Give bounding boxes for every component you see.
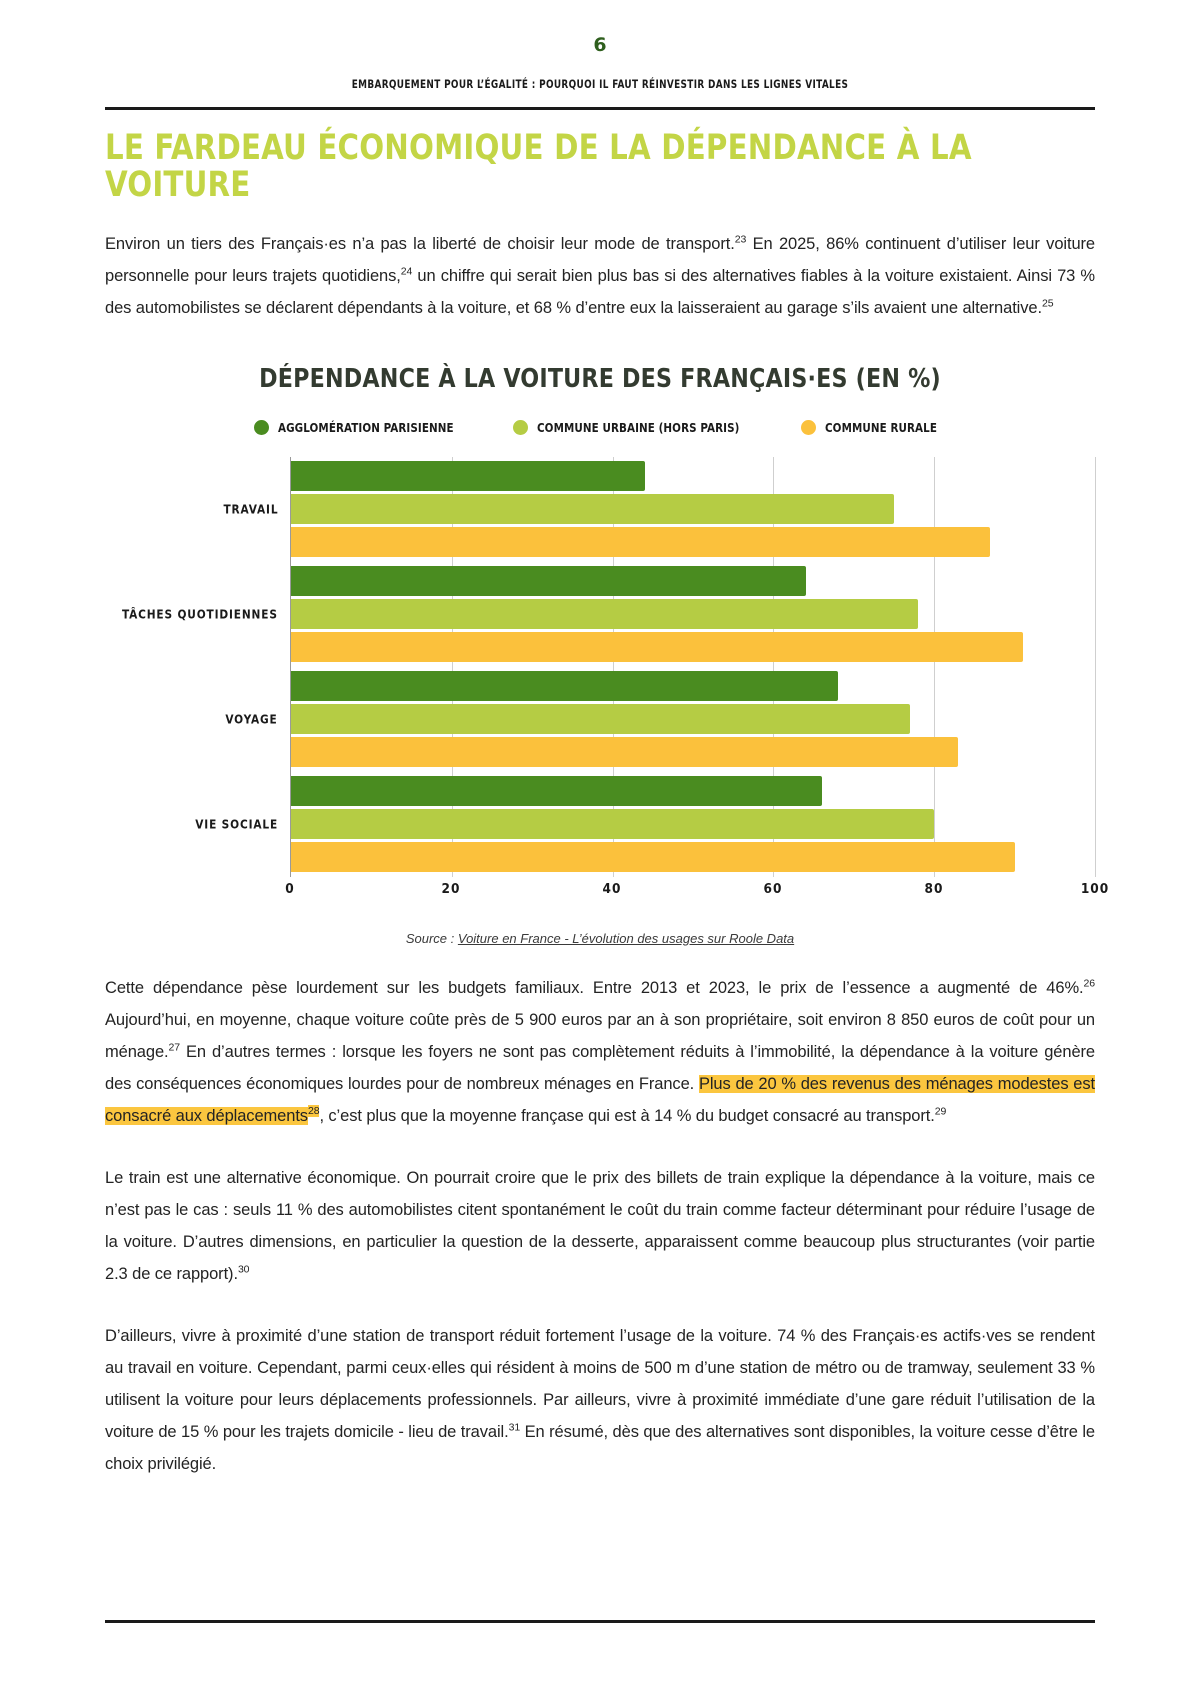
chart-bar — [291, 809, 934, 839]
footer-divider — [105, 1620, 1095, 1623]
footnote-ref-28: 28 — [307, 1105, 320, 1117]
footnote-ref-23: 23 — [734, 233, 747, 245]
chart-bar — [291, 704, 910, 734]
paragraph-budget — [105, 972, 1095, 1132]
highlighted-statement: Plus de 20 % des revenus des ménages modestes est consacré aux déplacements — [105, 1074, 1095, 1125]
chart-plot-area — [105, 457, 1095, 877]
chart-bar — [291, 599, 918, 629]
p1-text-a: Environ un tiers des Français·es n’a pas la liberté de choisir leur mode de transport. — [105, 234, 735, 253]
footnote-ref-26: 26 — [1083, 977, 1095, 989]
chart-bar — [291, 737, 958, 767]
chart-title: DÉPENDANCE À LA VOITURE DES FRANÇAIS·ES (EN %) — [259, 363, 941, 394]
chart-category-label: VOYAGE — [225, 711, 278, 727]
chart-gridline — [934, 457, 935, 877]
chart-bar — [291, 461, 645, 491]
p3-text-a: Le train est une alternative économique. On pourrait croire que le prix des billets de train explique la dépendance à la voiture, mais ce n’est pas le cas : seuls 11 % des automobilistes citent spontanément le coût du train comme facteur déterminant pour réduire l’usage de la voiture. D’autres dimensions, en particulier la question de la desserte, apparaissent comme beaucoup plus structurantes (voir partie 2.3 de ce rapport). — [105, 1168, 1095, 1283]
header-divider — [105, 107, 1095, 110]
chart-figure — [105, 363, 1110, 946]
footnote-ref-31: 31 — [508, 1421, 521, 1433]
page-number: 6 — [593, 34, 607, 56]
chart-source-caption — [105, 931, 1095, 946]
legend-label: COMMUNE RURALE — [824, 419, 937, 435]
legend-item-commune-urbaine[interactable] — [513, 420, 757, 435]
legend-swatch-icon — [513, 420, 528, 435]
chart-x-tick-label: 100 — [1080, 880, 1110, 897]
chart-category-label: VIE SOCIALE — [195, 816, 278, 832]
legend-label: COMMUNE URBAINE (HORS PARIS) — [536, 419, 740, 435]
body-paragraph-block — [105, 972, 1095, 1480]
chart-x-tick-label: 40 — [602, 880, 622, 897]
legend-item-agglomeration-parisienne[interactable] — [254, 420, 469, 435]
footnote-ref-27: 27 — [168, 1041, 180, 1053]
paragraph-train — [105, 1162, 1095, 1290]
p1-text-c: un chiffre qui serait bien plus bas si des alternatives fiables à la voiture existaient. Ainsi 73 % des automobilistes se déclarent dépendants à la voiture, et 68 % d’entre eux la laisseraient au garage s’ils avaient une alternative. — [105, 266, 1095, 317]
chart-bar — [291, 527, 990, 557]
chart-bars-canvas — [290, 457, 1095, 877]
legend-item-commune-rurale[interactable] — [801, 420, 947, 435]
chart-bar — [291, 494, 894, 524]
p2-text-c: En d’autres termes : lorsque les foyers ne sont pas complètement réduits à l’immobilité, la dépendance à la voiture génère des conséquences économiques lourdes pour de nombreux ménages en France. — [105, 1042, 1095, 1093]
chart-x-tick-label: 80 — [924, 880, 944, 897]
paragraph-proximity — [105, 1320, 1095, 1480]
legend-swatch-icon — [254, 420, 269, 435]
chart-gridline — [1095, 457, 1096, 877]
chart-category-label: TRAVAIL — [223, 501, 278, 517]
legend-label: AGGLOMÉRATION PARISIENNE — [277, 419, 454, 435]
chart-x-tick-label: 60 — [763, 880, 783, 897]
chart-legend — [105, 420, 1095, 435]
legend-swatch-icon — [801, 420, 816, 435]
source-prefix: Source : — [405, 930, 458, 946]
p2-text-a: Cette dépendance pèse lourdement sur les budgets familiaux. Entre 2013 et 2023, le prix de l’essence a augmenté de 46%. — [105, 978, 1084, 997]
footnote-ref-25: 25 — [1041, 297, 1054, 309]
chart-x-tick-label: 0 — [285, 880, 295, 897]
p1-text-b: En 2025, 86% continuent d’utiliser leur voiture personnelle pour leurs trajets quotidiens, — [105, 234, 1095, 285]
intro-paragraph-block — [105, 228, 1095, 324]
chart-x-axis — [285, 877, 1110, 907]
page-title: LE FARDEAU ÉCONOMIQUE DE LA DÉPENDANCE À LA VOITURE — [105, 128, 972, 205]
chart-category-label: TÂCHES QUOTIDIENNES — [122, 606, 278, 622]
source-link[interactable]: Voiture en France - L’évolution des usages sur Roole Data — [457, 930, 795, 946]
chart-bar — [291, 842, 1015, 872]
paragraph-intro — [105, 228, 1095, 324]
chart-category-axis — [105, 457, 290, 877]
p4-text-b: En résumé, dès que des alternatives sont disponibles, la voiture cesse d’être le choix privilégié. — [105, 1422, 1096, 1473]
chart-bar — [291, 776, 822, 806]
p4-text-a: D’ailleurs, vivre à proximité d’une station de transport réduit fortement l’usage de la voiture. 74 % des Français·es actifs·ves se rendent au travail en voiture. Cependant, parmi ceux·elles qui résident à moins de 500 m d’une station de métro ou de tramway, seulement 33 % utilisent la voiture pour leurs déplacements professionnels. Par ailleurs, vivre à proximité immédiate d’une gare réduit l’utilisation de la voiture de 15 % pour les trajets domicile - lieu de travail. — [105, 1326, 1095, 1441]
chart-bar — [291, 671, 838, 701]
p2-text-d: , c’est plus que la moyenne françase qui est à 14 % du budget consacré au transport. — [319, 1106, 935, 1125]
chart-bar — [291, 632, 1023, 662]
footnote-ref-24: 24 — [400, 265, 413, 277]
chart-bar — [291, 566, 806, 596]
chart-x-tick-label: 20 — [441, 880, 461, 897]
footnote-ref-30: 30 — [237, 1263, 250, 1275]
p2-text-b: Aujourd’hui, en moyenne, chaque voiture coûte près de 5 900 euros par an à son propriétaire, soit environ 8 850 euros de coût pour un ménage. — [105, 1010, 1095, 1061]
running-head: EMBARQUEMENT POUR L’ÉGALITÉ : POURQUOI IL FAUT RÉINVESTIR DANS LES LIGNES VITALES — [351, 77, 849, 91]
footnote-ref-29: 29 — [934, 1105, 947, 1117]
